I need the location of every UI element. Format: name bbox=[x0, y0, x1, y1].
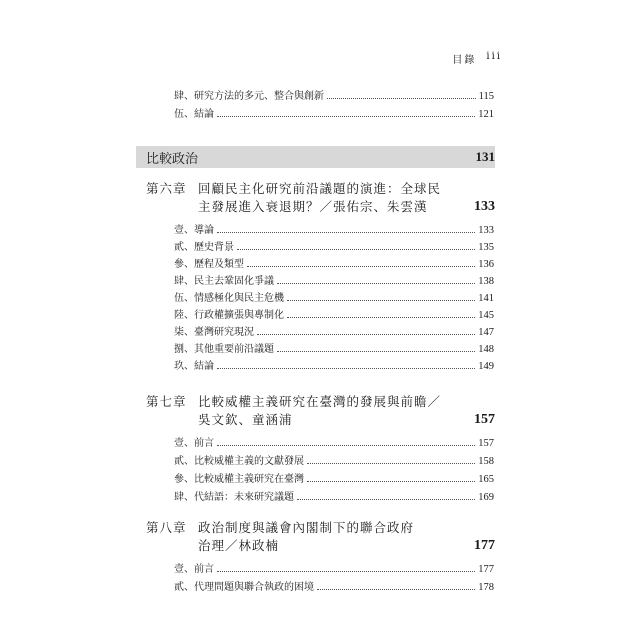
toc-item-label: 貳、比較威權主義的文獻發展 bbox=[174, 456, 304, 467]
header-page-number: iii bbox=[486, 51, 502, 62]
toc-item-page: 177 bbox=[478, 564, 494, 575]
toc-item-page: 121 bbox=[478, 109, 494, 120]
chapter-heading bbox=[146, 180, 495, 216]
chapter-title-line1: 政治制度與議會內閣制下的聯合政府 bbox=[198, 520, 415, 535]
toc-item-label: 壹、前言 bbox=[174, 564, 214, 575]
dot-leader bbox=[257, 334, 475, 335]
chapter-title-line1: 回顧民主化研究前沿議題的演進：全球民 bbox=[198, 181, 442, 196]
toc-item bbox=[174, 88, 494, 102]
toc-item bbox=[174, 239, 494, 253]
dot-leader bbox=[237, 249, 475, 250]
part-title: 比較政治 bbox=[146, 151, 199, 167]
chapter-title-line1: 比較威權主義研究在臺灣的發展與前瞻／ bbox=[198, 394, 442, 409]
toc-item-label: 肆、民主去鞏固化爭議 bbox=[174, 276, 274, 287]
part-page: 131 bbox=[475, 149, 495, 164]
toc-item-label: 壹、前言 bbox=[174, 438, 214, 449]
toc-item bbox=[174, 471, 494, 485]
toc-item bbox=[174, 222, 494, 236]
chapter-page: 133 bbox=[474, 199, 495, 214]
dot-leader bbox=[247, 266, 475, 267]
toc-item-page: 138 bbox=[478, 276, 494, 287]
toc-item-label: 肆、代結語：未來研究議題 bbox=[174, 492, 294, 503]
toc-item bbox=[174, 290, 494, 304]
toc-item-label: 柒、臺灣研究現況 bbox=[174, 327, 254, 338]
dot-leader bbox=[217, 571, 475, 572]
dot-leader bbox=[307, 481, 475, 482]
toc-item-label: 參、比較威權主義研究在臺灣 bbox=[174, 474, 304, 485]
chapter-page: 177 bbox=[474, 538, 495, 553]
dot-leader bbox=[217, 232, 475, 233]
toc-item bbox=[174, 561, 494, 575]
toc-item bbox=[174, 579, 494, 593]
toc-item-label: 玖、結論 bbox=[174, 361, 214, 372]
dot-leader bbox=[277, 351, 475, 352]
toc-item bbox=[174, 256, 494, 270]
toc-item-label: 參、歷程及類型 bbox=[174, 259, 244, 270]
toc-item-page: 165 bbox=[478, 474, 494, 485]
part-heading bbox=[136, 146, 495, 168]
chapter-title-line2: 主發展進入衰退期？／張佑宗、朱雲漢 bbox=[198, 199, 428, 214]
dot-leader bbox=[277, 283, 475, 284]
dot-leader bbox=[287, 317, 475, 318]
chapter-heading bbox=[146, 393, 495, 429]
toc-item-label: 肆、研究方法的多元、整合與創新 bbox=[174, 91, 324, 102]
toc-item-page: 157 bbox=[478, 438, 494, 449]
dot-leader bbox=[317, 589, 475, 590]
toc-item-page: 115 bbox=[478, 91, 494, 102]
dot-leader bbox=[217, 116, 475, 117]
toc-item-page: 178 bbox=[478, 582, 494, 593]
chapter-heading bbox=[146, 519, 495, 555]
toc-item-page: 149 bbox=[478, 361, 494, 372]
chapter-title-line2: 治理／林政楠 bbox=[198, 538, 280, 553]
toc-item bbox=[174, 489, 494, 503]
toc-item-page: 169 bbox=[478, 492, 494, 503]
header-label: 目錄 bbox=[452, 55, 477, 66]
chapter-number: 第七章 bbox=[146, 394, 187, 409]
toc-item bbox=[174, 435, 494, 449]
toc-item-page: 145 bbox=[478, 310, 494, 321]
toc-item-page: 133 bbox=[478, 225, 494, 236]
toc-item bbox=[174, 106, 494, 120]
toc-item bbox=[174, 324, 494, 338]
dot-leader bbox=[217, 445, 475, 446]
toc-item-label: 貳、歷史背景 bbox=[174, 242, 234, 253]
toc-item-label: 壹、導論 bbox=[174, 225, 214, 236]
toc-item bbox=[174, 358, 494, 372]
toc-item-page: 136 bbox=[478, 259, 494, 270]
running-header bbox=[452, 51, 502, 66]
toc-item-label: 伍、結論 bbox=[174, 109, 214, 120]
toc-item-page: 141 bbox=[478, 293, 494, 304]
toc-item-page: 135 bbox=[478, 242, 494, 253]
toc-item-label: 伍、情感極化與民主危機 bbox=[174, 293, 284, 304]
toc-item-page: 147 bbox=[478, 327, 494, 338]
dot-leader bbox=[297, 499, 475, 500]
dot-leader bbox=[307, 463, 475, 464]
toc-item-page: 158 bbox=[478, 456, 494, 467]
dot-leader bbox=[217, 368, 475, 369]
chapter-title-line2: 吳文欽、童涵浦 bbox=[198, 412, 293, 427]
dot-leader bbox=[327, 98, 476, 99]
chapter-page: 157 bbox=[474, 412, 495, 427]
toc-item-label: 貳、代理問題與聯合執政的困境 bbox=[174, 582, 314, 593]
toc-item-label: 捌、其他重要前沿議題 bbox=[174, 344, 274, 355]
toc-item-page: 148 bbox=[478, 344, 494, 355]
toc-item bbox=[174, 453, 494, 467]
toc-item bbox=[174, 307, 494, 321]
dot-leader bbox=[287, 300, 475, 301]
chapter-number: 第八章 bbox=[146, 520, 187, 535]
toc-item bbox=[174, 273, 494, 287]
chapter-number: 第六章 bbox=[146, 181, 187, 196]
toc-item bbox=[174, 341, 494, 355]
toc-item-label: 陸、行政權擴張與專制化 bbox=[174, 310, 284, 321]
